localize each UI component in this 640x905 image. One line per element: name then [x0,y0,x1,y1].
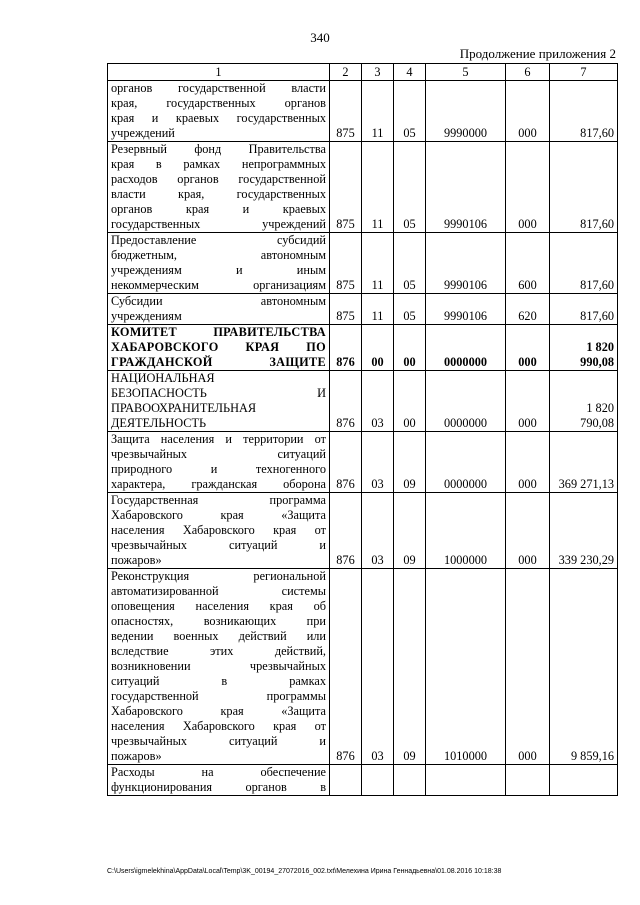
description-line: некоммерческим организациям [111,278,326,292]
row-description [108,493,330,569]
row-description [108,81,330,142]
description-line: края, государственных органов [111,96,326,110]
table-row [108,765,618,796]
expense-type-code: 000 [506,325,550,371]
column-header: 1 [108,64,330,81]
amount: 369 271,13 [550,432,618,493]
amount: 1 820 790,08 [550,371,618,432]
target-item-code: 1000000 [426,493,506,569]
section-code: 11 [362,294,394,325]
column-header: 5 [426,64,506,81]
ministry-code: 876 [330,569,362,765]
target-item-code: 9990000 [426,81,506,142]
description-line: Хабаровского края «Защита [111,704,326,718]
description-line: государственных учреждений [111,217,326,231]
column-header: 6 [506,64,550,81]
amount: 1 820 990,08 [550,325,618,371]
amount: 9 859,16 [550,569,618,765]
description-line: Хабаровского края «Защита [111,508,326,522]
column-header: 3 [362,64,394,81]
description-line: расходов органов государственной [111,172,326,186]
ministry-code: 876 [330,493,362,569]
description-line: характера, гражданская оборона [111,477,326,491]
ministry-code: 876 [330,325,362,371]
description-line: Предоставление субсидий [111,233,326,247]
description-line: Резервный фонд Правительства [111,142,326,156]
subsection-code [394,765,426,796]
description-line: власти края, государственных [111,187,326,201]
column-header: 7 [550,64,618,81]
description-line: населения Хабаровского края от [111,719,326,733]
description-line: учреждениям и иным [111,263,326,277]
amount: 817,60 [550,294,618,325]
row-description [108,294,330,325]
description-line: учреждений [111,126,175,140]
ministry-code: 875 [330,142,362,233]
amount: 817,60 [550,233,618,294]
description-line: возникновении чрезвычайных [111,659,326,673]
description-line: чрезвычайных ситуаций и [111,538,326,552]
section-code: 03 [362,371,394,432]
description-line: Государственная программа [111,493,326,507]
target-item-code: 0000000 [426,325,506,371]
description-line: Субсидии автономным [111,294,326,308]
description-line: края в рамках непрограммных [111,157,326,171]
description-line: пожаров» [111,749,162,763]
amount: 817,60 [550,142,618,233]
target-item-code: 0000000 [426,371,506,432]
table-row [108,371,618,432]
row-description [108,325,330,371]
table-row [108,569,618,765]
description-line: НАЦИОНАЛЬНАЯ [111,371,215,385]
target-item-code: 9990106 [426,142,506,233]
description-line: ПРАВООХРАНИТЕЛЬНАЯ [111,401,257,415]
expense-type-code [506,765,550,796]
table-row [108,142,618,233]
expense-type-code: 000 [506,493,550,569]
description-line: Защита населения и территории от [111,432,326,446]
row-description [108,569,330,765]
subsection-code: 05 [394,81,426,142]
description-line: КОМИТЕТ ПРАВИТЕЛЬСТВА [111,325,326,339]
expense-type-code: 000 [506,371,550,432]
amount [550,765,618,796]
description-line: вследствие этих действий, [111,644,326,658]
description-line: ДЕЯТЕЛЬНОСТЬ [111,416,207,430]
row-description [108,233,330,294]
description-line: ведении военных действий или [111,629,326,643]
description-line: чрезвычайных ситуаций и [111,734,326,748]
subsection-code: 09 [394,432,426,493]
expense-type-code: 600 [506,233,550,294]
description-line: чрезвычайных ситуаций [111,447,326,461]
table-row [108,233,618,294]
table-row [108,432,618,493]
subsection-code: 00 [394,371,426,432]
description-line: пожаров» [111,553,162,567]
description-line: ХАБАРОВСКОГО КРАЯ ПО [111,340,326,354]
section-code: 03 [362,432,394,493]
budget-table [107,63,618,796]
description-line: органов края и краевых [111,202,326,216]
row-description [108,432,330,493]
description-line: природного и техногенного [111,462,326,476]
target-item-code [426,765,506,796]
section-code: 00 [362,325,394,371]
row-description [108,765,330,796]
amount: 817,60 [550,81,618,142]
subsection-code: 05 [394,294,426,325]
description-line: оповещения населения края об [111,599,326,613]
ministry-code: 876 [330,371,362,432]
column-header: 2 [330,64,362,81]
subsection-code: 09 [394,493,426,569]
description-line: учреждениям [111,309,182,323]
subsection-code: 09 [394,569,426,765]
ministry-code: 875 [330,233,362,294]
ministry-code: 875 [330,81,362,142]
table-header-row [108,64,618,81]
target-item-code: 9990106 [426,233,506,294]
subsection-code: 05 [394,233,426,294]
table-row [108,325,618,371]
description-line: края и краевых государственных [111,111,326,125]
appendix-continuation-label: Продолжение приложения 2 [459,46,616,61]
description-line: государственной программы [111,689,326,703]
description-line: опасностях, возникающих при [111,614,326,628]
section-code: 11 [362,233,394,294]
ministry-code: 876 [330,432,362,493]
description-line: автоматизированной системы [111,584,326,598]
description-line: ГРАЖДАНСКОЙ ЗАЩИТЕ [111,355,326,369]
row-description [108,142,330,233]
ministry-code: 875 [330,294,362,325]
table-row [108,493,618,569]
expense-type-code: 000 [506,432,550,493]
expense-type-code: 000 [506,569,550,765]
description-line: ситуаций в рамках [111,674,326,688]
column-header: 4 [394,64,426,81]
table-row [108,294,618,325]
expense-type-code: 000 [506,81,550,142]
subsection-code: 05 [394,142,426,233]
table-body [108,81,618,796]
section-code: 11 [362,81,394,142]
description-line: бюджетным, автономным [111,248,326,262]
expense-type-code: 000 [506,142,550,233]
description-line: населения Хабаровского края от [111,523,326,537]
row-description [108,371,330,432]
description-line: БЕЗОПАСНОСТЬ И [111,386,326,400]
table-row [108,81,618,142]
amount: 339 230,29 [550,493,618,569]
description-line: функционирования органов в [111,780,326,794]
target-item-code: 9990106 [426,294,506,325]
description-line: Реконструкция региональной [111,569,326,583]
description-line: органов государственной власти [111,81,326,95]
section-code: 03 [362,493,394,569]
description-line: Расходы на обеспечение [111,765,326,779]
section-code: 11 [362,142,394,233]
section-code [362,765,394,796]
ministry-code [330,765,362,796]
file-path-footer: C:\Users\igmelekhina\AppData\Local\Temp\3K_00194_27072016_002.txt\Мелехина Ирина Геннадьевна\01.08.2016 10:18:38 [107,868,502,875]
section-code: 03 [362,569,394,765]
page-number: 340 [310,30,330,45]
subsection-code: 00 [394,325,426,371]
expense-type-code: 620 [506,294,550,325]
target-item-code: 1010000 [426,569,506,765]
target-item-code: 0000000 [426,432,506,493]
